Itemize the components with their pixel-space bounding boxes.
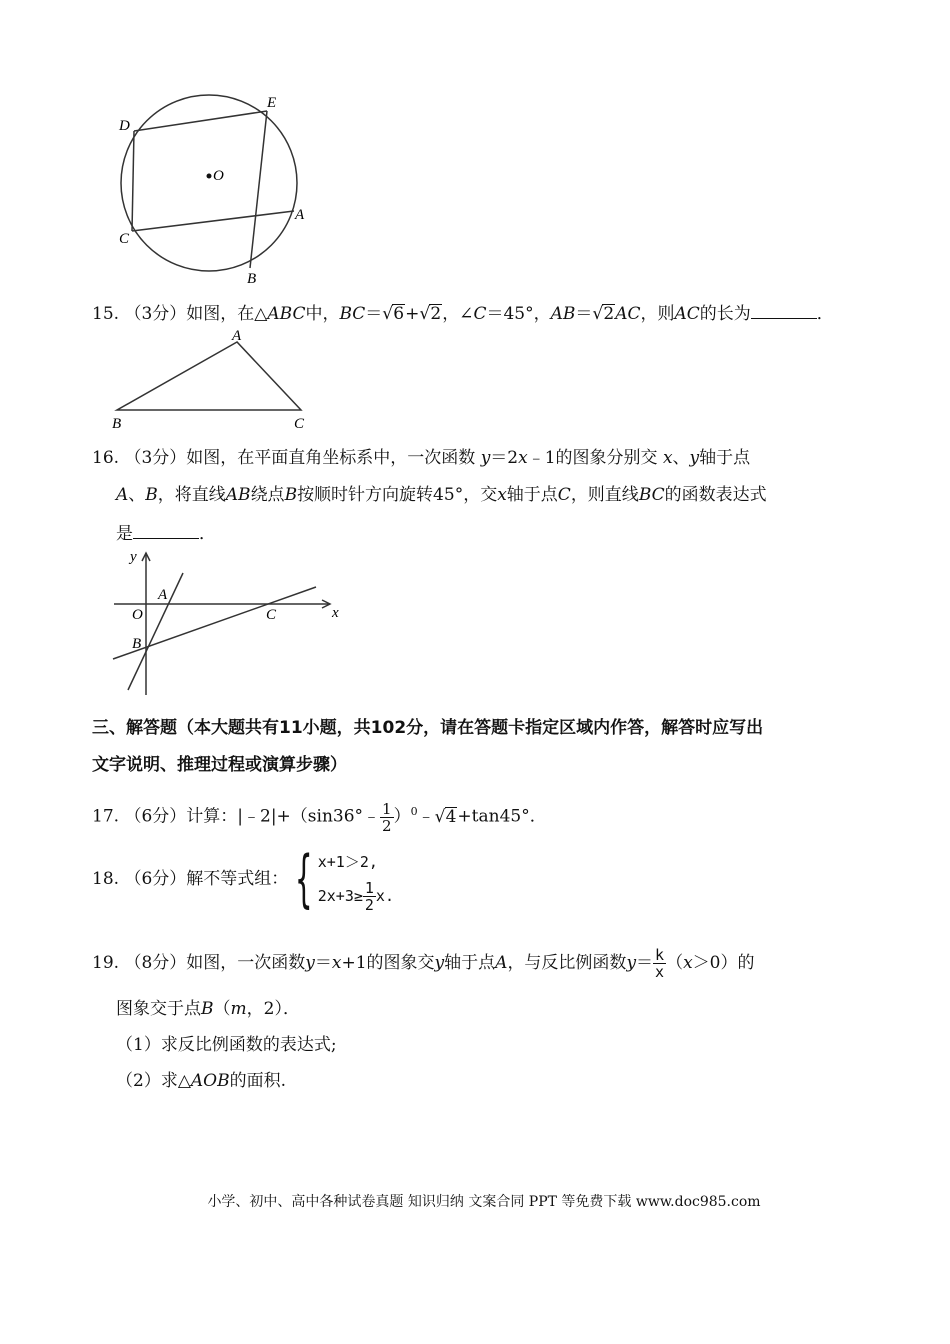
- label-c: C: [119, 231, 130, 247]
- label-x: x: [332, 605, 339, 621]
- question-15: 15. （3分）如图，在△ABC中，BC＝ √ 6+ √ 2，∠C＝45°，AB＝ √ 2AC，则AC的长为 ．: [92, 300, 834, 326]
- line-bc: [113, 587, 316, 659]
- question-16-line-1: 16. （3分）如图，在平面直角坐标系中，一次函数 y＝2x﹣1的图象分别交 x、y轴于点: [92, 448, 751, 468]
- q19-score: （8分）: [124, 953, 187, 973]
- q19-number: 19.: [92, 953, 120, 973]
- question-16-line-2: A、B，将直线AB绕点B按顺时针方向旋转45°，交x轴于点C，则直线BC的函数表达式: [116, 485, 767, 505]
- label-b: B: [132, 636, 142, 652]
- sqrt-6: √ 6: [382, 304, 405, 324]
- q17-score: （6分）: [124, 806, 187, 827]
- inequality-row-1: x+1＞2,: [317, 853, 378, 871]
- label-y: y: [130, 549, 137, 565]
- sqrt-4: √ 4: [434, 806, 457, 827]
- label-o: O: [132, 607, 143, 623]
- label-c: C: [294, 416, 305, 432]
- section-3-heading-line-2: 文字说明、推理过程或演算步骤）: [92, 755, 347, 775]
- circle-o: [121, 95, 297, 271]
- circle-quadrilateral-figure: [105, 85, 320, 285]
- fraction-k-over-x: $\frac{k}{x}$: [655, 946, 665, 981]
- sqrt-2: √ 2: [419, 304, 442, 324]
- page-footer: 小学、初中、高中各种试卷真题 知识归纳 文案合同 PPT 等免费下载 www.doc985.com: [207, 1194, 761, 1210]
- label-e: E: [267, 95, 277, 111]
- q17-number: 17.: [92, 806, 120, 827]
- q18-number: 18.: [92, 869, 120, 889]
- question-19-part-1: （1）求反比例函数的表达式;: [116, 1035, 337, 1055]
- label-b: B: [247, 271, 257, 285]
- label-a: A: [295, 207, 305, 223]
- line-ab: [128, 573, 183, 690]
- q15-score: （3分）: [124, 304, 187, 324]
- left-brace: {: [295, 842, 313, 915]
- answer-blank[interactable]: [751, 300, 817, 319]
- question-17: 17. （6分）计算：|﹣2|+（sin36°﹣ $\frac{1}{2}$ ）$^0$﹣ √ 4+tan45°．: [92, 799, 547, 835]
- question-19-part-2: （2）求△AOB的面积.: [116, 1071, 287, 1091]
- label-b: B: [112, 416, 122, 432]
- triangle-figure: [108, 330, 318, 435]
- segment-ca: [132, 211, 294, 231]
- question-18: 18. （6分）解不等式组： { x+1＞2, 2x+3≥ $\frac{1}{2}$ x.: [92, 842, 394, 915]
- coordinate-figure: [108, 545, 348, 700]
- segment-dc: [132, 131, 134, 231]
- triangle-abc: [117, 342, 301, 410]
- question-16-line-3: 是 ．: [116, 520, 216, 546]
- center-dot: [207, 174, 212, 179]
- fraction-one-half: $\frac{1}{2}$: [382, 799, 392, 835]
- sqrt-2b: √ 2: [592, 304, 615, 324]
- fraction-one-half: $\frac{1}{2}$: [364, 879, 374, 914]
- section-3-heading-line-1: 三、解答题（本大题共有11小题，共102分，请在答题卡指定区域内作答，解答时应写出: [92, 718, 764, 738]
- label-o: O: [213, 168, 224, 184]
- label-d: D: [119, 118, 130, 134]
- segment-eb: [250, 111, 267, 268]
- label-a: A: [158, 587, 168, 603]
- label-c: C: [266, 607, 277, 623]
- q18-score: （6分）: [124, 869, 187, 889]
- question-19-line-1: 19. （8分）如图，一次函数y＝x+1的图象交y轴于点A，与反比例函数y＝ $\frac{k}{x}$ （x＞0）的: [92, 946, 755, 981]
- q16-score: （3分）: [124, 448, 187, 468]
- answer-blank[interactable]: [133, 520, 199, 539]
- inequality-system: [288, 842, 394, 915]
- label-a: A: [232, 330, 242, 344]
- question-19-line-2: 图象交于点B（m，2）．: [116, 999, 300, 1019]
- q16-number: 16.: [92, 448, 120, 468]
- inequality-row-2: 2x+3≥ $\frac{1}{2}$ x.: [317, 879, 394, 914]
- q15-number: 15.: [92, 304, 120, 324]
